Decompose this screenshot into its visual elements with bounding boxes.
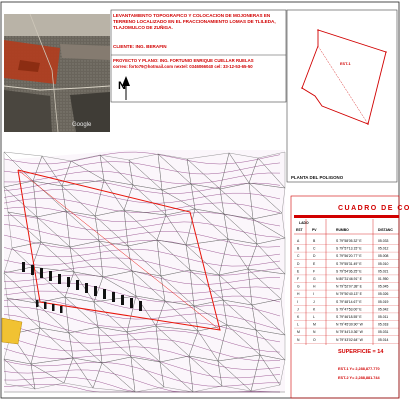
table-cell: L	[297, 322, 299, 327]
table-cell: 05.042	[378, 307, 389, 312]
superficie-label: SUPERFICIE = 14	[338, 349, 384, 355]
table-cell: 05.011	[378, 315, 389, 319]
table-cell: F	[313, 269, 316, 274]
table-header: RUMBO	[336, 228, 349, 232]
table-cell: N 79°43'02.64" W	[336, 337, 363, 342]
structure-block	[52, 304, 55, 311]
structure-block	[67, 277, 70, 287]
table-header: EST	[296, 228, 303, 232]
structure-block	[60, 306, 63, 313]
table-cell: S 79°54'36.25" E	[336, 269, 362, 274]
table-cell: S 79°55'31.49" E	[336, 261, 362, 266]
table-cell: 05.026	[378, 292, 389, 297]
table-cell: C	[297, 254, 300, 259]
table-cell: C	[313, 246, 316, 251]
table-cell: M	[297, 330, 300, 335]
table-cell: D	[313, 254, 316, 259]
table-cell: S 79°58'05.32" E	[336, 239, 362, 243]
table-cell: K	[313, 307, 316, 312]
polygon-label: EST-1	[340, 62, 351, 66]
table-cell: G	[297, 284, 300, 289]
topographic-plan	[2, 150, 285, 392]
table-cell: S 79°48'14.67" E	[336, 299, 362, 304]
table-cell: 05.021	[378, 269, 389, 274]
polygon-plan-title: PLANTA DEL POLIGONO	[291, 175, 344, 180]
est-note-1: EST-1 Y= 2,288,877.770	[338, 367, 380, 371]
table-cell: 05.031	[378, 330, 389, 335]
table-cell: D	[297, 261, 300, 266]
table-cell: B	[313, 239, 316, 243]
table-cell: 05.033	[378, 239, 389, 243]
structure-block	[58, 274, 61, 284]
structure-block	[49, 271, 52, 281]
title-block-heading	[113, 13, 285, 31]
structure-block	[94, 286, 97, 296]
table-header: DISTANC	[378, 228, 393, 232]
table-cell: B	[297, 246, 300, 251]
table-cell: N	[297, 337, 300, 342]
structure-block	[139, 301, 142, 311]
table-cell: S 79°46'18.55" E	[336, 315, 362, 319]
table-cell: 05.008	[378, 254, 389, 259]
structure-block	[130, 298, 133, 308]
table-cell: F	[297, 277, 300, 281]
structure-block	[31, 265, 34, 275]
credits-block	[113, 58, 285, 70]
table-cell: H	[297, 292, 300, 297]
polygon-plan	[301, 29, 387, 125]
table-cell: O	[313, 337, 316, 342]
structure-block	[40, 268, 43, 278]
credits-line-1: PROYECTO Y PLANO: ING. FORTUNIO ENRIQUE CUELLAR RUELAS	[113, 58, 254, 63]
table-cell: S 79°56'20.77" E	[336, 254, 362, 259]
table-cell: 05.014	[378, 337, 389, 342]
table-cell: H	[313, 284, 316, 289]
credits-line-2: correo: forto79@hotmail.com nextel: 0346066040 cel: 33-12-53-65-50	[113, 64, 253, 69]
table-cell: 05.010	[378, 261, 389, 266]
table-cell: I	[297, 299, 298, 304]
satellite-map	[4, 14, 110, 132]
table-cell: K	[297, 315, 300, 319]
table-cell: N 79°44'10.36" W	[336, 330, 363, 335]
table-cell: S 79°57'13.15" E	[336, 246, 362, 251]
table-cell: 05.045	[378, 284, 389, 289]
north-letter: N	[118, 80, 126, 92]
table-cell: 05.019	[378, 299, 389, 304]
table-cell: S 79°47'53.00" E	[336, 307, 362, 312]
polygon-plan-frame	[287, 10, 397, 182]
table-group-header: LADO	[299, 221, 309, 225]
table-cell: N	[313, 330, 316, 335]
table-cell: 05.012	[378, 246, 389, 251]
client-label: CLIENTE: ING. BERAFIN	[113, 44, 167, 49]
table-cell: E	[313, 261, 316, 266]
structure-block	[36, 300, 39, 307]
table-cell: N 79°52'07.38" E	[336, 284, 362, 289]
table-cell: A	[297, 239, 300, 243]
table-cell: N 79°45'30.90" W	[336, 322, 363, 327]
table-cell: J	[313, 299, 315, 304]
table-cell: L	[313, 315, 315, 319]
table-cell: I	[313, 292, 314, 297]
table-cell: 01.950	[378, 277, 389, 281]
structure-block	[103, 289, 106, 299]
table-cell: M	[313, 322, 316, 327]
table-cell: N 79°50'40.13" E	[336, 292, 362, 297]
est-note-2: EST-2 Y= 2,288,881.744	[338, 376, 380, 380]
structure-block	[112, 292, 115, 302]
structure-block	[76, 280, 79, 290]
coordinates-table-title: CUADRO DE CO	[338, 205, 411, 212]
title-line-1: LEVANTAMIENTO TOPOGRAFICO Y COLOCACION DE MOJONERAS EN	[113, 13, 271, 18]
title-line-2: TERRENO LOCALIZADO EN EL FRACCIONAMIENTO LOMAS DE TLILEDA,	[113, 19, 276, 24]
structure-block	[85, 283, 88, 293]
title-line-3: TLAJOMULCO DE ZUÑIGA.	[113, 25, 173, 30]
table-cell: E	[297, 269, 300, 274]
table-header: PV	[312, 228, 317, 232]
table-cell: G	[313, 277, 316, 281]
table-cell: J	[297, 307, 299, 312]
structure-block	[22, 262, 25, 272]
map-watermark: Google	[72, 122, 92, 128]
table-cell: 05.018	[378, 322, 389, 327]
structure-block	[121, 295, 124, 305]
terrain-area	[4, 150, 285, 392]
structure-block	[44, 302, 47, 309]
table-cell: N 80°31'46.91" E	[336, 277, 362, 281]
